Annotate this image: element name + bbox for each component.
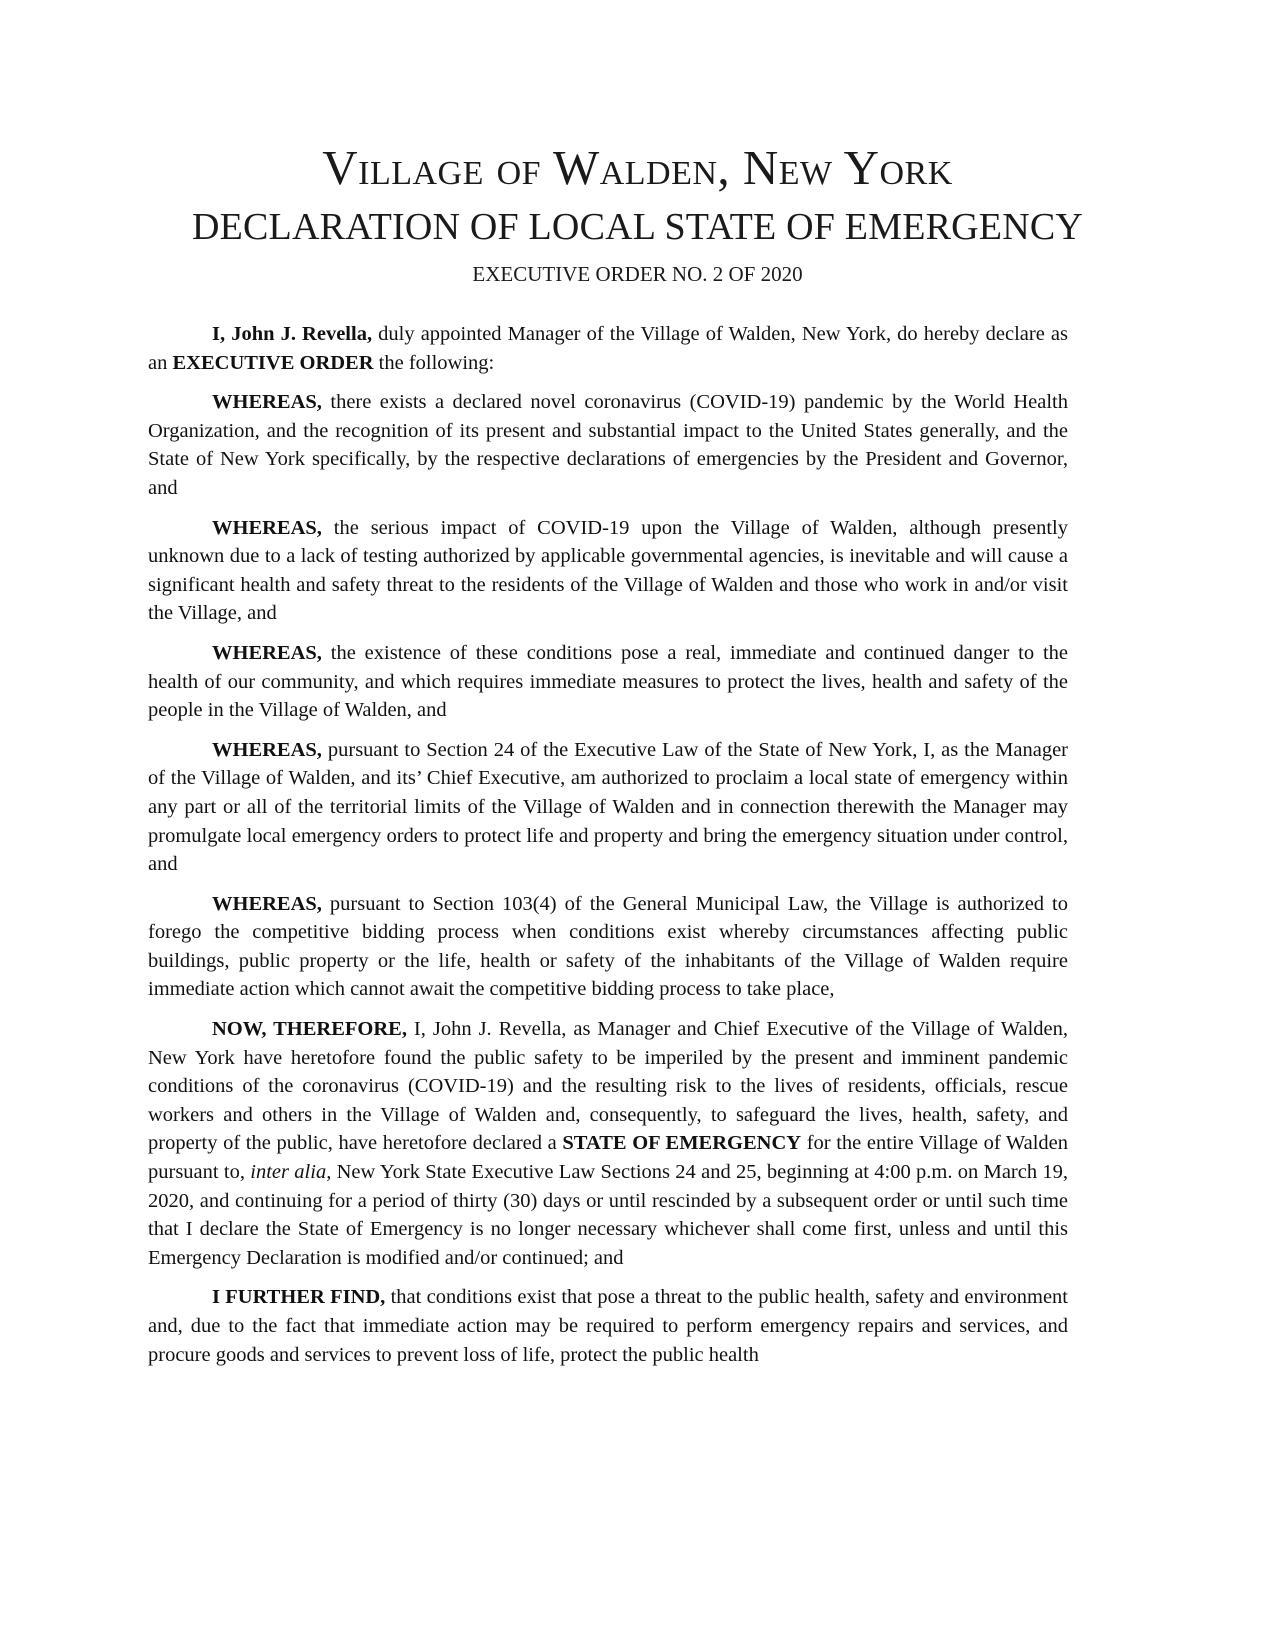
- paragraph-text: the serious impact of COVID-19 upon the Village of Walden, although presently unknown due to a lack of testing authorized by applicable governmental agencies, is inevitable and will cause a significant health and safety threat to the residents of the Village of Walden and those who work in and/or visit the Village, and: [148, 516, 1068, 625]
- paragraph-text: the following:: [373, 351, 495, 374]
- paragraph-text: New York State Executive Law Sections 24 and 25, beginning at 4:00 p.m. on March 19, 2020, and continuing for a period of thirty (30) days or until rescinded by a subsequent order or until such time that I declare the State of Emergency is no longer necessary whichever shall come first, unless and until this Emergency Declaration is modified and/or continued; and: [148, 1161, 1069, 1269]
- paragraph-whereas-4: [148, 736, 1068, 879]
- paragraph-lead: WHEREAS,: [212, 892, 322, 915]
- paragraph-text: pursuant to Section 103(4) of the General Municipal Law, the Village is authorized to forego the competitive bidding process when conditions exist whereby circumstances affecting public buildings, public property or the life, health or safety of the inhabitants of the Village of Walden require immediate action which cannot await the competitive bidding process to take place,: [148, 892, 1068, 1001]
- paragraph-lead: I FURTHER FIND,: [212, 1286, 386, 1309]
- document-body: [148, 320, 1068, 1380]
- paragraph-text: for the entire Village of Walden pursuant to,: [148, 1132, 1068, 1184]
- paragraph-whereas-5: [148, 890, 1068, 1004]
- document-title-declaration: DECLARATION OF LOCAL STATE OF EMERGENCY: [191, 206, 1084, 248]
- document-title-municipality: Village of Walden, New York: [322, 140, 953, 195]
- paragraph-text: that conditions exist that pose a threat to the public health, safety and environment and, due to the fact that immediate action may be required to perform emergency repairs and services, and procure goods and services to prevent loss of life, protect the public health: [148, 1286, 1068, 1366]
- paragraph-whereas-2: [148, 514, 1068, 628]
- paragraph-lead: WHEREAS,: [212, 516, 322, 539]
- paragraph-lead: WHEREAS,: [212, 641, 322, 664]
- paragraph-now-therefore: [148, 1015, 1068, 1272]
- paragraph-preamble: [148, 320, 1068, 377]
- paragraph-further-find: [148, 1283, 1068, 1369]
- paragraph-lead: WHEREAS,: [212, 391, 322, 414]
- paragraph-lead: WHEREAS,: [212, 738, 322, 761]
- paragraph-text: I, John J. Revella, as Manager and Chief Executive of the Village of Walden, New York have heretofore found the public safety to be imperiled by the present and imminent pandemic conditions of the coronavirus (COVID-19) and the resulting risk to the lives of residents, officials, rescue workers and others in the Village of Walden and, consequently, to safeguard the lives, health, safety, and property of the public, have heretofore declared a: [148, 1018, 1069, 1155]
- paragraph-text: duly appointed Manager of the Village of Walden, New York, do hereby declare as an: [148, 323, 1068, 374]
- paragraph-bold-phrase: STATE OF EMERGENCY: [562, 1132, 802, 1155]
- paragraph-whereas-1: [148, 388, 1068, 502]
- document-subtitle-order-number: EXECUTIVE ORDER NO. 2 OF 2020: [472, 262, 803, 286]
- paragraph-whereas-3: [148, 639, 1068, 725]
- paragraph-text: pursuant to Section 24 of the Executive Law of the State of New York, I, as the Manager of the Village of Walden, and its’ Chief Executive, am authorized to proclaim a local state of emergency within any part or all of the territorial limits of the Village of Walden and in connection therewith the Manager may promulgate local emergency orders to protect life and property and bring the emergency situation under control, and: [148, 738, 1068, 876]
- paragraph-text: there exists a declared novel coronavirus (COVID-19) pandemic by the World Health Organization, and the recognition of its present and substantial impact to the United States generally, and the State of New York specifically, by the respective declarations of emergencies by the President and Governor, and: [148, 391, 1068, 499]
- paragraph-lead: NOW, THEREFORE,: [212, 1018, 407, 1041]
- paragraph-text: the existence of these conditions pose a real, immediate and continued danger to the health of our community, and which requires immediate measures to protect the lives, health and safety of the people in the Village of Walden, and: [148, 641, 1068, 722]
- paragraph-italic-phrase: inter alia,: [250, 1161, 332, 1184]
- paragraph-bold-phrase: EXECUTIVE ORDER: [172, 351, 374, 374]
- paragraph-lead: I, John J. Revella,: [212, 323, 373, 345]
